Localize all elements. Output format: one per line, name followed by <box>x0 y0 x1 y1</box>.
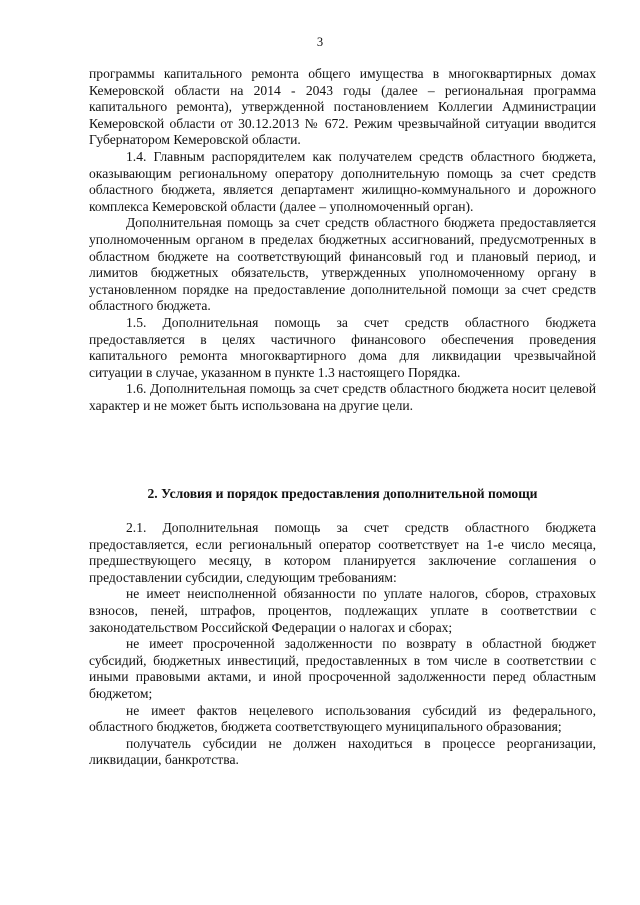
page-number: 3 <box>316 35 324 49</box>
requirement-item: не имеет просроченной задолженности по возврату в областной бюджет субсидий, бюджетных инвестиций, предоставленных в том числе в соответствии с иными правовыми актами, и иной просроченной задолженности перед областным бюджетом; <box>89 636 596 701</box>
section-heading: 2. Условия и порядок предоставления дополнительной помощи <box>147 486 538 501</box>
paragraph-1-4: 1.4. Главным распорядителем как получателем средств областного бюджета, оказывающим региональному оператору дополнительную помощь за счет средств областного бюджета, является департамент жилищно-коммунального и дорожного комплекса Кемеровской области (далее – уполномоченный орган). <box>89 148 596 214</box>
paragraph: Дополнительная помощь за счет средств областного бюджета предоставляется уполномоченным органом в пределах бюджетных ассигнований, предусмотренных в областном бюджете на соответствующий финансовый год и плановый период, и лимитов бюджетных обязательств, утвержденных уполномоченному органу в установленном порядке на предоставление дополнительной помощи за счет средств областного бюджета. <box>89 215 596 314</box>
paragraph: программы капитального ремонта общего имущества в многоквартирных домах Кемеровской области на 2014 - 2043 годы (далее – региональная программа капитального ремонта), утвержденной постановлением Коллегии Администрации Кемеровской области от 30.12.2013 № 672. Режим чрезвычайной ситуации вводится Губернатором Кемеровской области. <box>89 66 596 148</box>
requirement-item: не имеет фактов нецелевого использования субсидий из федерального, областного бюджетов, бюджета соответствующего муниципального образования; <box>89 702 596 735</box>
paragraph-1-5: 1.5. Дополнительная помощь за счет средств областного бюджета предоставляется в целях частичного финансового обеспечения проведения капитального ремонта многоквартирного дома для ликвидации чрезвычайной ситуации в случае, указанном в пункте 1.3 настоящего Порядка. <box>89 314 596 380</box>
paragraph-1-6: 1.6. Дополнительная помощь за счет средств областного бюджета носит целевой характер и не может быть использована на другие цели. <box>89 381 596 413</box>
requirement-item: получатель субсидии не должен находиться в процессе реорганизации, ликвидации, банкротства. <box>89 735 596 768</box>
text-block-bottom <box>89 520 596 769</box>
paragraph-2-1: 2.1. Дополнительная помощь за счет средств областного бюджета предоставляется, если региональный оператор соответствует на 1-е число месяца, предшествующего месяцу, в котором планируется заключение соглашения о предоставлении субсидии, следующим требованиям: <box>89 520 596 585</box>
requirement-item: не имеет неисполненной обязанности по уплате налогов, сборов, страховых взносов, пеней, штрафов, процентов, подлежащих уплате в соответствии с законодательством Российской Федерации о налогах и сборах; <box>89 586 596 635</box>
text-block-top <box>89 66 596 414</box>
